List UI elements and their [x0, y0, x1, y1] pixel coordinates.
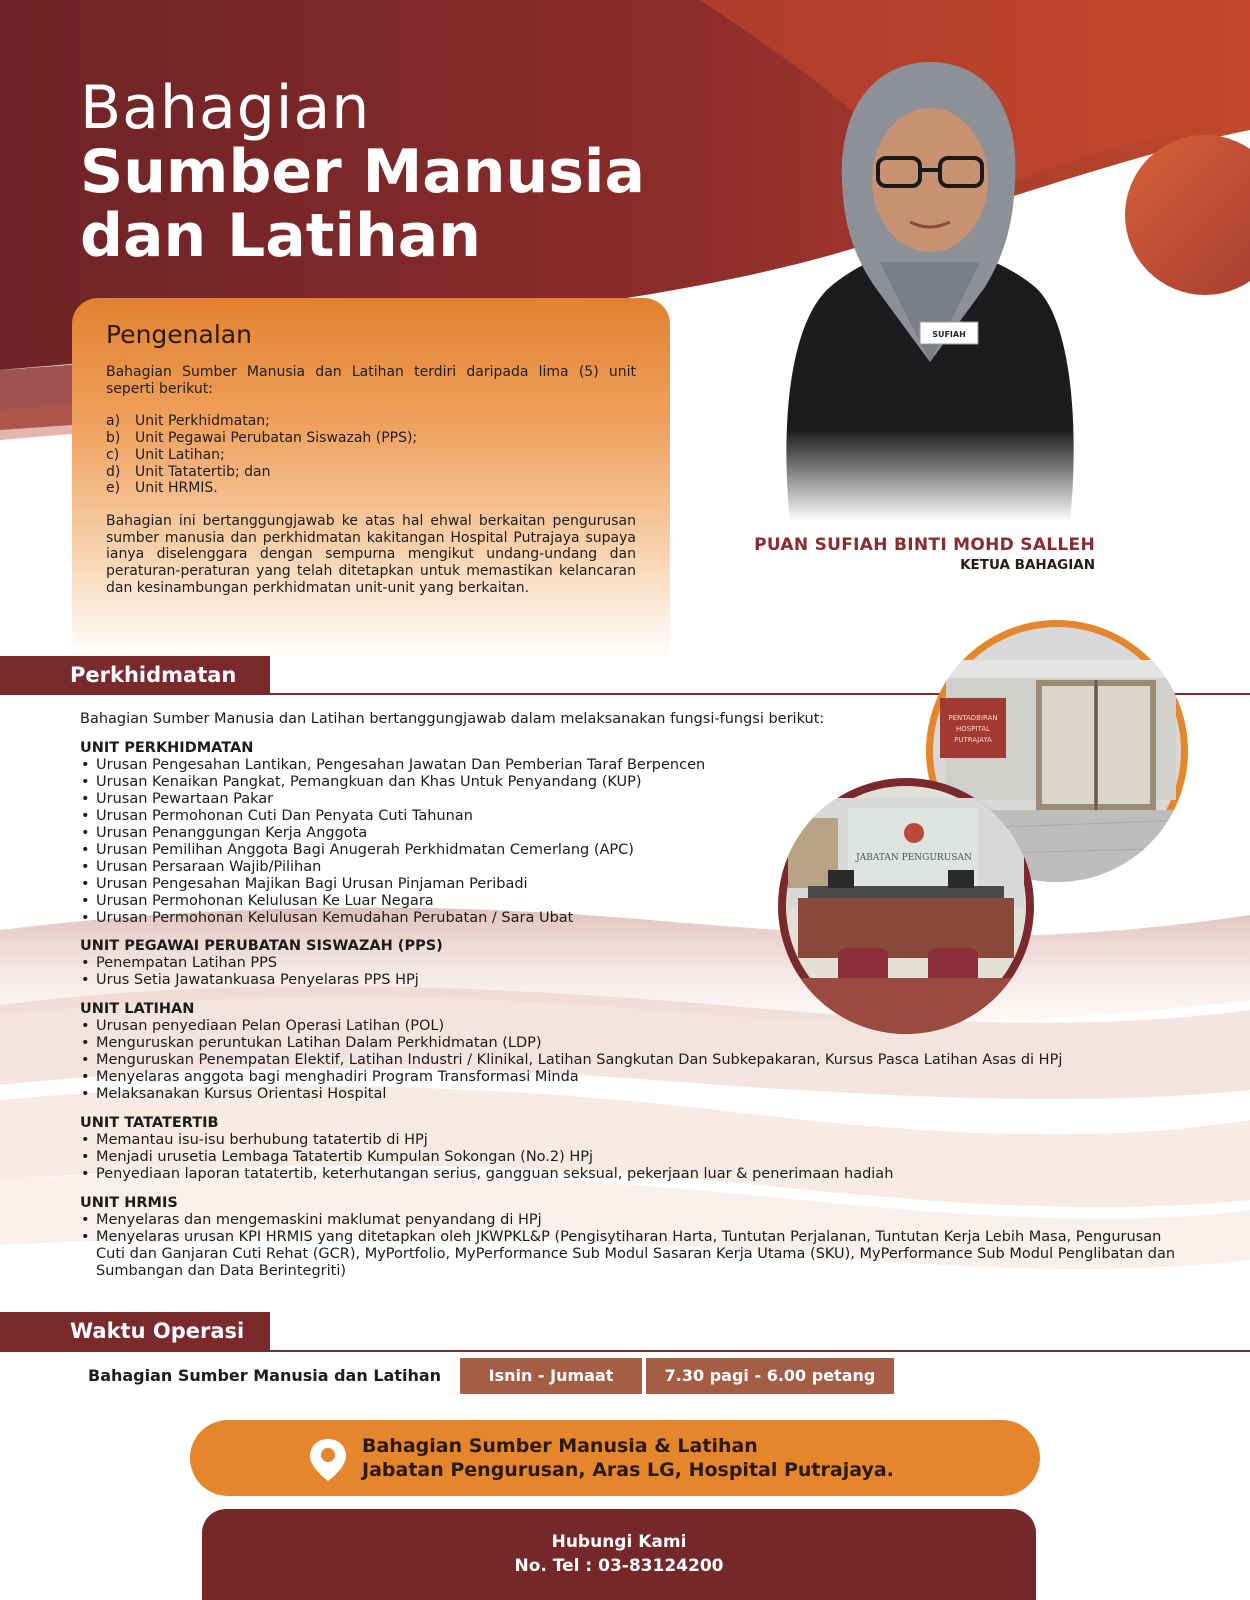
unit-heading: UNIT HRMIS — [80, 1195, 178, 1211]
location-line-1: Bahagian Sumber Manusia & Latihan — [362, 1435, 758, 1457]
list-item: • Urusan Kenaikan Pangkat, Pemangkuan dan Khas Untuk Penyandang (KUP) — [80, 774, 1180, 791]
list-item: • Urusan penyediaan Pelan Operasi Latihan (POL) — [80, 1018, 1180, 1035]
unit-hrmis-section — [80, 1195, 1180, 1280]
operations-label: Bahagian Sumber Manusia dan Latihan — [88, 1366, 442, 1385]
svg-text:PENTADBIRAN: PENTADBIRAN — [948, 714, 998, 722]
title-line-2: Sumber Manusia — [80, 137, 645, 207]
unit-heading: UNIT TATATERTIB — [80, 1115, 219, 1131]
title-line-1: Bahagian — [80, 73, 371, 143]
unit-heading: UNIT LATIHAN — [80, 1001, 195, 1017]
list-item: • Menyelaras anggota bagi menghadiri Program Transformasi Minda — [80, 1069, 1180, 1086]
list-item: • Menyelaras dan mengemaskini maklumat penyandang di HPj — [80, 1212, 1180, 1229]
page-title — [80, 73, 645, 271]
intro-text — [106, 364, 636, 596]
contact-phone: No. Tel : 03-83124200 — [514, 1556, 724, 1576]
unit-list — [106, 413, 636, 497]
list-item: • Urusan Permohonan Kelulusan Ke Luar Negara — [80, 893, 1180, 910]
operations-hours: 7.30 pagi - 6.00 petang — [646, 1358, 894, 1394]
profile-role: KETUA BAHAGIAN — [960, 557, 1095, 573]
unit-list-item: a) Unit Perkhidmatan; — [106, 413, 270, 430]
intro-card — [72, 298, 670, 660]
reception-photo — [778, 778, 1034, 1034]
svg-text:PUTRAJAYA: PUTRAJAYA — [954, 736, 992, 744]
location-pin-icon — [308, 1437, 348, 1483]
list-item: • Menyelaras urusan KPI HRMIS yang ditetapkan oleh JKWPKL&P (Pengisytiharan Harta, Tuntutan Perjalanan, Tuntutan Kerja Lebih Masa, Pengurusan Cuti dan Ganjaran Cuti Rehat (GCR), MyPortfolio, MyPerformance Sub Modul Sasaran Kerja Utama (SKU), MyPerformance Sub Modul Penglibatan dan Sumbangan dan Data Berintegriti) — [80, 1229, 1180, 1280]
unit-list-item: e) Unit HRMIS. — [106, 480, 218, 497]
unit-heading: UNIT PEGAWAI PERUBATAN SISWAZAH (PPS) — [80, 938, 443, 954]
title-line-3: dan Latihan — [80, 201, 481, 271]
unit-list-item: d) Unit Tatatertib; dan — [106, 463, 271, 480]
list-item: • Urusan Permohonan Cuti Dan Penyata Cuti Tahunan — [80, 808, 1180, 825]
operations-heading: Waktu Operasi — [0, 1312, 270, 1350]
list-item: • Penyediaan laporan tatatertib, keterhutangan serius, gangguan seksual, pekerjaan luar & penerimaan hadiah — [80, 1166, 1180, 1183]
list-item: • Penempatan Latihan PPS — [80, 955, 1180, 972]
list-item: • Menguruskan Penempatan Elektif, Latihan Industri / Klinikal, Latihan Sangkutan Dan Subkepakaran, Kursus Pasca Latihan Asas di HPj — [80, 1052, 1180, 1069]
location-banner — [190, 1420, 1040, 1496]
unit-items — [80, 1132, 1180, 1183]
location-line-2: Jabatan Pengurusan, Aras LG, Hospital Putrajaya. — [362, 1459, 894, 1481]
list-item: • Urusan Pemilihan Anggota Bagi Anugerah Perkhidmatan Cemerlang (APC) — [80, 842, 1180, 859]
reception-photo-frame — [778, 778, 1034, 1034]
unit-items — [80, 1018, 1180, 1103]
intro-heading: Pengenalan — [106, 320, 252, 349]
portrait-image — [770, 62, 1090, 522]
unit-list-item: c) Unit Latihan; — [106, 446, 225, 463]
list-item: • Memantau isu-isu berhubung tatatertib di HPj — [80, 1132, 1180, 1149]
unit-latihan-section — [80, 1001, 1180, 1103]
divider — [0, 1350, 1250, 1352]
list-item: • Urusan Persaraan Wajib/Pilihan — [80, 859, 1180, 876]
services-intro: Bahagian Sumber Manusia dan Latihan bertanggungjawab dalam melaksanakan fungsi-fungsi berikut: — [80, 711, 825, 727]
profile-name: PUAN SUFIAH BINTI MOHD SALLEH — [754, 535, 1095, 555]
contact-title: Hubungi Kami — [551, 1532, 687, 1552]
list-item: • Urusan Pengesahan Lantikan, Pengesahan Jawatan Dan Pemberian Taraf Berpencen — [80, 757, 1180, 774]
unit-items — [80, 1212, 1180, 1280]
list-item: • Urusan Pewartaan Pakar — [80, 791, 1180, 808]
operations-days: Isnin - Jumaat — [460, 1358, 642, 1394]
intro-paragraph-2: Bahagian ini bertanggungjawab ke atas hal ehwal berkaitan pengurusan sumber manusia dan perkhidmatan kakitangan Hospital Putrajaya supaya ianya diselenggara dengan sempurna mengikut undang-undang dan peraturan-peraturan yang telah ditetapkan untuk memastikan kelancaran dan kesinambungan perkhidmatan unit-unit yang berkaitan. — [106, 512, 636, 596]
list-item: • Urusan Pengesahan Majikan Bagi Urusan Pinjaman Peribadi — [80, 876, 1180, 893]
services-heading: Perkhidmatan — [0, 656, 270, 694]
location-text — [362, 1434, 894, 1482]
svg-text:HOSPITAL: HOSPITAL — [956, 725, 990, 733]
unit-heading: UNIT PERKHIDMATAN — [80, 740, 254, 756]
intro-paragraph-1: Bahagian Sumber Manusia dan Latihan terdiri daripada lima (5) unit seperti berikut: — [106, 364, 636, 397]
list-item: • Melaksanakan Kursus Orientasi Hospital — [80, 1086, 1180, 1103]
svg-text:JABATAN PENGURUSAN: JABATAN PENGURUSAN — [856, 853, 972, 863]
list-item: • Menjadi urusetia Lembaga Tatatertib Kumpulan Sokongan (No.2) HPj — [80, 1149, 1180, 1166]
list-item: • Urus Setia Jawatankuasa Penyelaras PPS HPj — [80, 972, 1180, 989]
list-item: • Urusan Permohonan Kelulusan Kemudahan Perubatan / Sara Ubat — [80, 910, 1180, 927]
profile-caption — [754, 535, 1095, 573]
unit-tatatertib-section — [80, 1115, 1180, 1183]
unit-list-item: b) Unit Pegawai Perubatan Siswazah (PPS); — [106, 430, 418, 447]
list-item: • Urusan Penanggungan Kerja Anggota — [80, 825, 1180, 842]
contact-panel — [202, 1509, 1036, 1600]
list-item: • Menguruskan peruntukan Latihan Dalam Perkhidmatan (LDP) — [80, 1035, 1180, 1052]
